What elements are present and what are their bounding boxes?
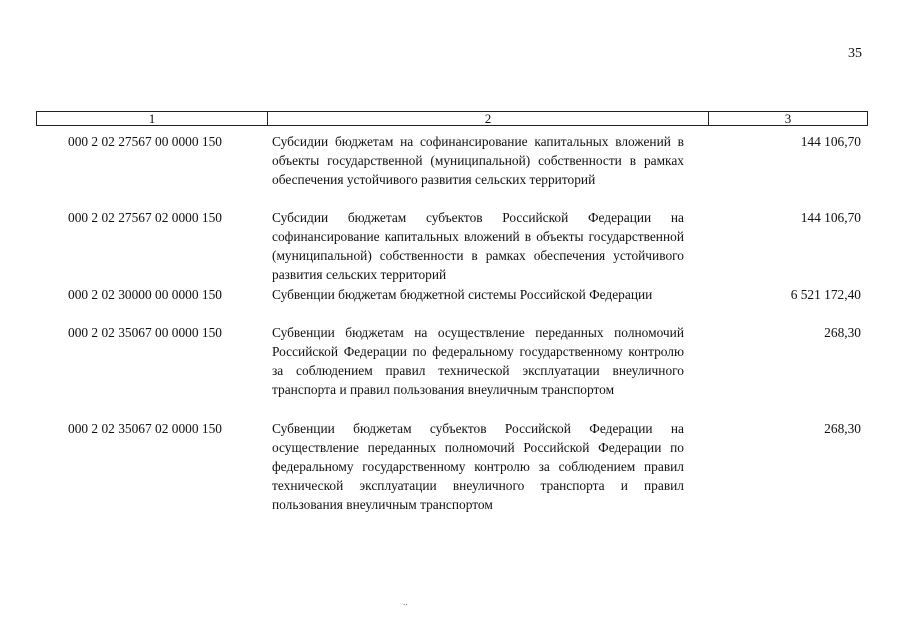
scan-mark: .. xyxy=(403,597,408,607)
row-description: Субвенции бюджетам бюджетной системы Российской Федерации xyxy=(272,287,653,302)
row-amount: 268,30 xyxy=(824,325,861,340)
row-amount: 6 521 172,40 xyxy=(790,287,861,302)
row-amount: 268,30 xyxy=(824,421,861,436)
row-description: Субвенции бюджетам на осуществление переданных полномочий Российской Федерации по федеральному государственному контролю за соблюдением правил технической эксплуатации внеуличного транспорта и правил пользования внеуличным транспортом xyxy=(272,325,684,397)
row-description: Субвенции бюджетам субъектов Российской Федерации на осуществление переданных полномочий Российской Федерации по федеральному государственному контролю за соблюдением правил технической эксплуатации внеуличного транспорта и правил пользования внеуличным транспортом xyxy=(272,421,684,512)
column-header-3: 3 xyxy=(784,111,792,126)
table-header xyxy=(36,111,868,126)
row-description: Субсидии бюджетам на софинансирование капитальных вложений в объекты государственной (муниципальной) собственности в рамках обеспечения устойчивого развития сельских территорий xyxy=(272,134,684,187)
row-code: 000 2 02 27567 02 0000 150 xyxy=(68,210,222,225)
row-amount: 144 106,70 xyxy=(800,134,861,149)
row-code: 000 2 02 35067 02 0000 150 xyxy=(68,421,222,436)
row-code: 000 2 02 35067 00 0000 150 xyxy=(68,325,222,340)
row-description: Субсидии бюджетам субъектов Российской Федерации на софинансирование капитальных вложений в объекты государственной (муниципальной) собственности в рамках обеспечения устойчивого развития сельских территорий xyxy=(272,210,684,282)
column-header-2: 2 xyxy=(268,112,709,125)
row-code: 000 2 02 27567 00 0000 150 xyxy=(68,134,222,149)
row-amount: 144 106,70 xyxy=(800,210,861,225)
column-header-1: 1 xyxy=(37,112,268,125)
page-number: 35 xyxy=(848,46,862,61)
row-code: 000 2 02 30000 00 0000 150 xyxy=(68,287,222,302)
